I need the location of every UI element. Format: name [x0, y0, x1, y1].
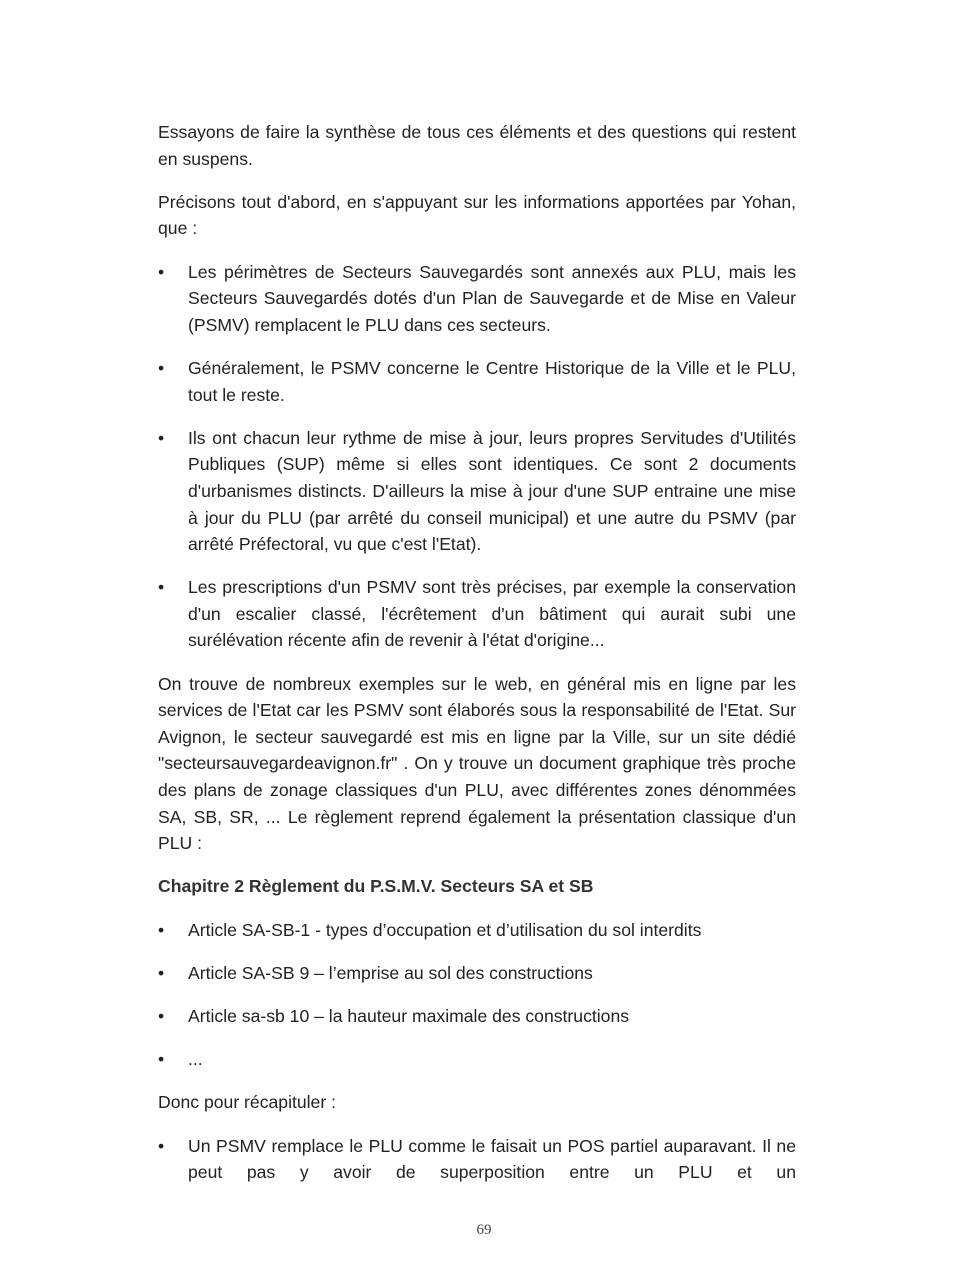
bullet-list-recap: [158, 1133, 796, 1186]
list-item: • ...: [158, 1046, 796, 1073]
list-item: • Article SA-SB-1 - types d’occupation et d’utilisation du sol interdits: [158, 917, 796, 944]
bullet-icon: •: [158, 427, 165, 448]
paragraph-recap: Donc pour récapituler :: [158, 1092, 336, 1113]
list-item: • Un PSMV remplace le PLU comme le faisait un POS partiel auparavant. Il ne peut pas y avoir de superposition entre un PLU et un: [158, 1133, 796, 1186]
list-item: • Ils ont chacun leur rythme de mise à jour, leurs propres Servitudes d'Utilités Publiques (SUP) même si elles sont identiques. Ce sont 2 documents d'urbanismes distincts. D'ailleurs la mise à jour d'une SUP entraine une mise à jour du PLU (par arrêté du conseil municipal) et une autre du PSMV (par arrêté Préfectoral, vu que c'est l'Etat).: [158, 425, 796, 558]
bullet-icon: •: [158, 577, 165, 598]
list-item: • Les prescriptions d'un PSMV sont très précises, par exemple la conservation d'un escalier classé, l'écrêtement d'un bâtiment qui aurait subi une surélévation récente afin de revenir à l'état d'origine...: [158, 574, 796, 654]
bullet-list-psmv-facts: [158, 259, 796, 655]
bullet-list-articles: [158, 917, 796, 1073]
document-page: [158, 119, 796, 1202]
section-heading: Chapitre 2 Règlement du P.S.M.V. Secteurs SA et SB: [158, 876, 594, 897]
bullet-icon: •: [158, 919, 165, 940]
bullet-icon: •: [158, 1005, 165, 1026]
paragraph-examples: On trouve de nombreux exemples sur le web, en général mis en ligne par les services de l'Etat car les PSMV sont élaborés sous la responsabilité de l'Etat. Sur Avignon, le secteur sauvegardé est mis en ligne par la Ville, sur un site dédié "secteursauvegardeavignon.fr" . On y trouve un document graphique très proche des plans de zonage classiques d'un PLU, avec différentes zones dénommées SA, SB, SR, ... Le règlement reprend également la présentation classique d'un PLU :: [158, 673, 796, 854]
paragraph-precisions: Précisons tout d'abord, en s'appuyant sur les informations apportées par Yohan, que :: [158, 191, 796, 239]
paragraph-intro: Essayons de faire la synthèse de tous ces éléments et des questions qui restent en suspens.: [158, 122, 796, 169]
bullet-icon: •: [158, 357, 165, 378]
bullet-icon: •: [158, 1135, 165, 1156]
list-item: • Les périmètres de Secteurs Sauvegardés sont annexés aux PLU, mais les Secteurs Sauvegardés dotés d'un Plan de Sauvegarde et de Mise en Valeur (PSMV) remplacent le PLU dans ces secteurs.: [158, 259, 796, 339]
list-item: • Généralement, le PSMV concerne le Centre Historique de la Ville et le PLU, tout le reste.: [158, 355, 796, 408]
list-item: • Article sa-sb 10 – la hauteur maximale des constructions: [158, 1003, 796, 1030]
page-number: 69: [476, 1222, 492, 1238]
bullet-icon: •: [158, 1049, 165, 1070]
bullet-icon: •: [158, 962, 165, 983]
bullet-icon: •: [158, 261, 165, 282]
list-item: • Article SA-SB 9 – l’emprise au sol des constructions: [158, 960, 796, 987]
